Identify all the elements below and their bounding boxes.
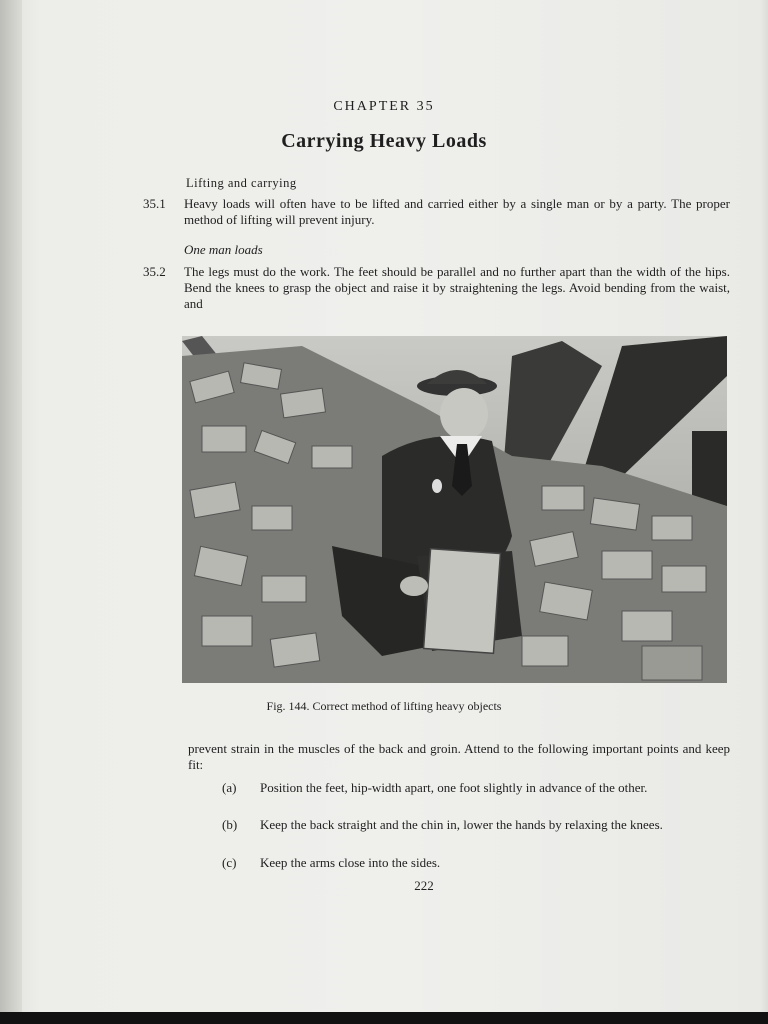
paragraph-text: The legs must do the work. The feet should be parallel and no further apart than the width of the hips. Bend the knees to grasp the object and raise it by straightening the legs. Avoid bending from the waist, and (184, 264, 730, 311)
paragraph-text: Heavy loads will often have to be lifted and carried either by a single man or by a party. The proper method of lifting will prevent injury. (184, 196, 730, 227)
list-item (0, 780, 768, 812)
list-item-label: (b) (222, 817, 238, 832)
paragraph-number: 35.2 (143, 264, 166, 279)
list-item (0, 817, 768, 849)
list-item (0, 855, 768, 871)
page-bottom-edge (0, 1012, 768, 1024)
list-item-label: (c) (222, 855, 237, 870)
list-item-text: Position the feet, hip-width apart, one foot slightly in advance of the other. (260, 780, 648, 795)
chapter-title: Carrying Heavy Loads (281, 130, 487, 152)
page-number: 222 (414, 878, 434, 893)
paragraph-number: 35.1 (143, 196, 166, 211)
subheading: One man loads (184, 242, 263, 257)
chapter-label: CHAPTER 35 (333, 99, 435, 114)
list-item-text: Keep the arms close into the sides. (260, 855, 441, 870)
continuation-text: prevent strain in the muscles of the back and groin. Attend to the following important points and keep fit: (188, 741, 730, 772)
list-item-label: (a) (222, 780, 237, 795)
section-heading: Lifting and carrying (186, 176, 297, 190)
photo-rubble-lifting (182, 336, 727, 683)
figure-caption: Fig. 144. Correct method of lifting heavy objects (266, 699, 502, 713)
figure-photo (182, 336, 727, 683)
list-item-text: Keep the back straight and the chin in, lower the hands by relaxing the knees. (260, 817, 663, 832)
